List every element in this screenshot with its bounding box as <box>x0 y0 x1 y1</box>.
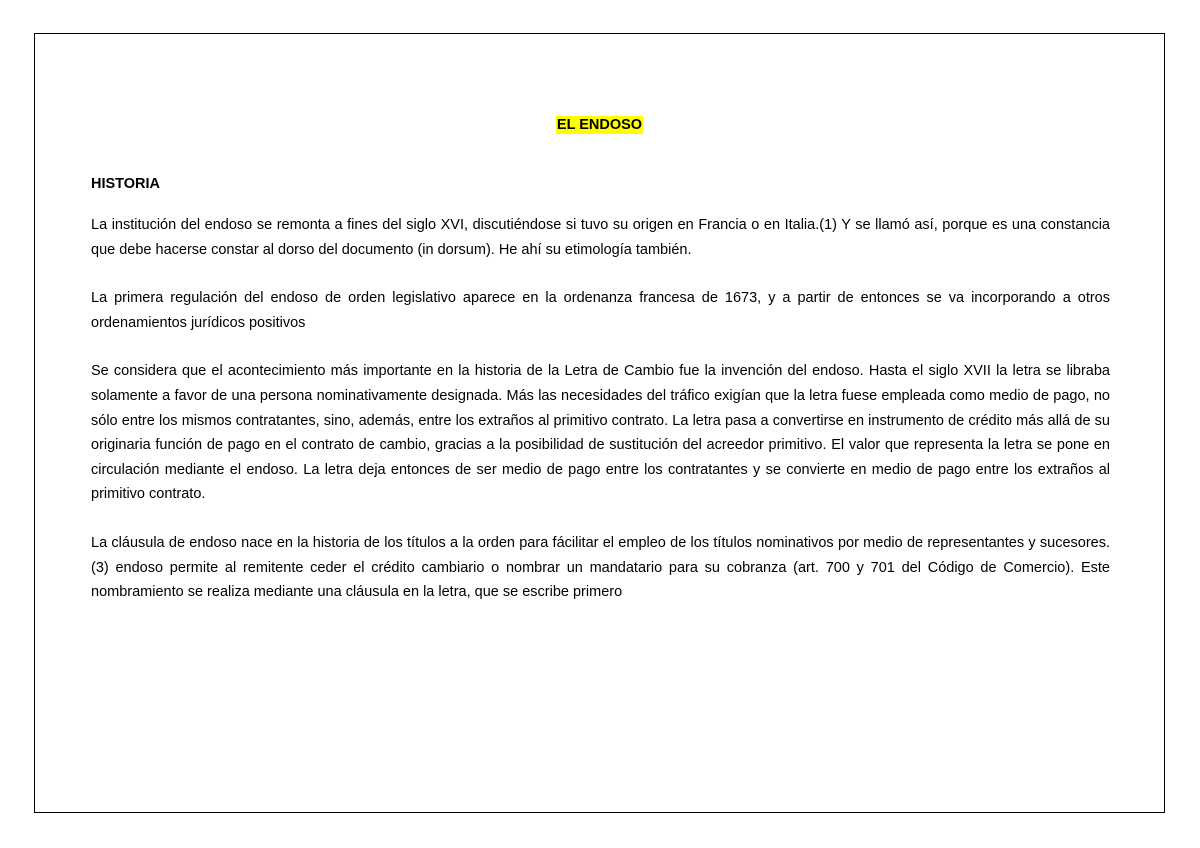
document-body <box>91 174 1110 605</box>
document-page <box>34 33 1165 813</box>
document-title: EL ENDOSO <box>556 117 643 133</box>
section-heading: HISTORIA <box>91 176 161 192</box>
paragraph-3: Se considera que el acontecimiento más importante en la historia de la Letra de Cambio fue la invención del endoso. Hasta el siglo XVII la letra se libraba solamente a favor de una persona nominativamente designada. Más las necesidades del tráfico exigían que la letra fuese empleada como medio de pago, no sólo entre los mismos contratantes, sino, además, entre los extraños al primitivo contrato. La letra pasa a convertirse en instrumento de crédito más allá de su originaria función de pago en el contrato de cambio, gracias a la posibilidad de sustitución del acreedor primitivo. El valor que representa la letra se pone en circulación mediante el endoso. La letra deja entonces de ser medio de pago entre los contratantes y se convierte en medio de pago entre los extraños al primitivo contrato. <box>91 363 1110 503</box>
title-container <box>35 116 1164 134</box>
paragraph-1: La institución del endoso se remonta a fines del siglo XVI, discutiéndose si tuvo su origen en Francia o en Italia.(1) Y se llamó así, porque es una constancia que debe hacerse constar al dorso del documento (in dorsum). He ahí su etimología también. <box>91 217 1110 258</box>
paragraph-2: La primera regulación del endoso de orden legislativo aparece en la ordenanza francesa de 1673, y a partir de entonces se va incorporando a otros ordenamientos jurídicos positivos <box>91 290 1110 331</box>
paragraph-4: La cláusula de endoso nace en la historia de los títulos a la orden para fácilitar el empleo de los títulos nominativos por medio de representantes y sucesores.(3) endoso permite al remitente ceder el crédito cambiario o nombrar un mandatario para su cobranza (art. 700 y 701 del Código de Comercio). Este nombramiento se realiza mediante una cláusula en la letra, que se escribe primero <box>91 534 1110 601</box>
